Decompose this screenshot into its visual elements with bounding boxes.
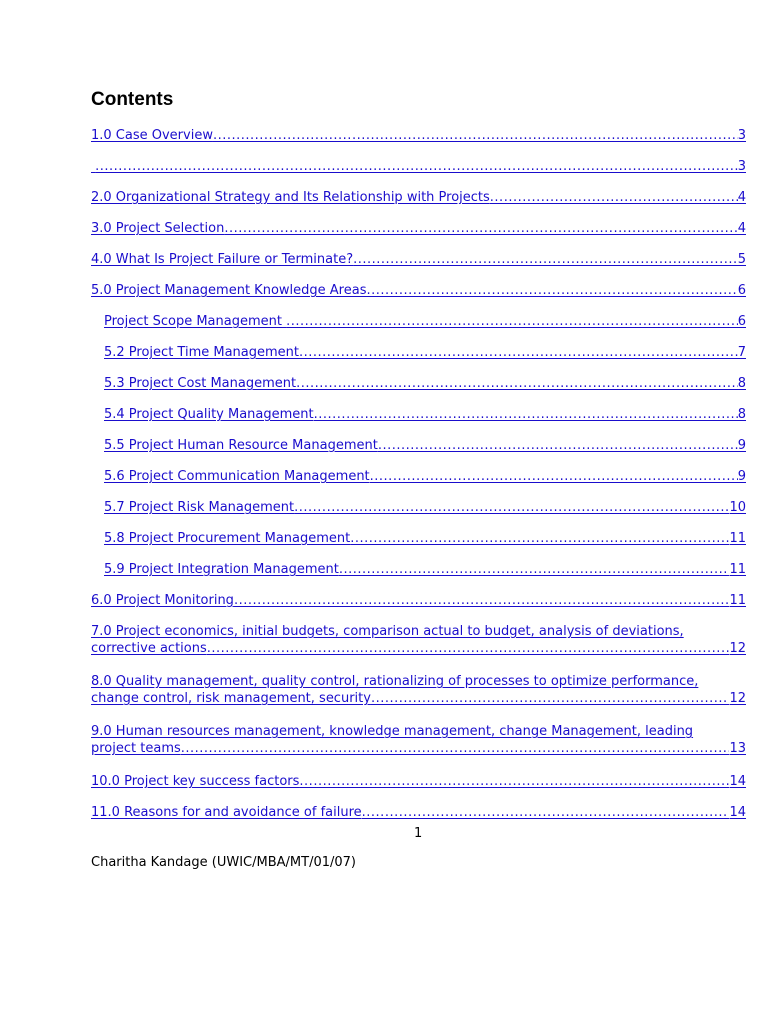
table-of-contents <box>91 127 746 835</box>
toc-entry[interactable] <box>91 158 746 189</box>
toc-dot-leader <box>299 344 738 361</box>
toc-entry[interactable] <box>91 592 746 623</box>
toc-dot-leader <box>299 773 729 790</box>
contents-heading: Contents <box>91 89 174 110</box>
toc-dot-leader <box>350 530 729 547</box>
toc-entry-title: change control, risk management, security <box>91 691 371 706</box>
toc-dot-leader <box>294 499 729 516</box>
toc-entry-page: 4 <box>737 221 746 236</box>
toc-dot-leader <box>286 313 738 330</box>
toc-entry[interactable] <box>91 189 746 220</box>
toc-dot-leader <box>490 189 738 206</box>
toc-entry-title: 5.9 Project Integration Management <box>104 562 339 577</box>
toc-dot-leader <box>296 375 738 392</box>
toc-entry[interactable] <box>91 773 746 804</box>
toc-entry-page: 12 <box>729 641 746 656</box>
toc-entry[interactable] <box>91 673 746 723</box>
toc-dot-leader <box>353 251 738 268</box>
toc-entry-page: 11 <box>729 593 746 608</box>
toc-entry-title: 3.0 Project Selection <box>91 221 225 236</box>
toc-entry-title: 10.0 Project key success factors <box>91 774 300 789</box>
toc-entry-title: 5.6 Project Communication Management <box>104 469 370 484</box>
toc-entry-page: 6 <box>737 314 746 329</box>
toc-entry-title: Project Scope Management <box>104 314 287 329</box>
toc-entry-page: 14 <box>729 774 746 789</box>
toc-entry[interactable] <box>91 723 746 773</box>
toc-dot-leader <box>370 468 738 485</box>
toc-entry-title-line1: 7.0 Project economics, initial budgets, comparison actual to budget, analysis of deviations, <box>91 624 684 639</box>
toc-entry-title: 11.0 Reasons for and avoidance of failure <box>91 805 362 820</box>
toc-entry-title: 5.4 Project Quality Management <box>104 407 314 422</box>
toc-dot-leader <box>207 640 730 657</box>
toc-entry-page: 5 <box>737 252 746 267</box>
toc-dot-leader <box>213 127 738 144</box>
toc-entry[interactable] <box>104 561 746 592</box>
toc-dot-leader <box>314 406 738 423</box>
toc-entry-page: 11 <box>729 562 746 577</box>
toc-entry-title: 1.0 Case Overview <box>91 128 213 143</box>
toc-entry-title-line1: 8.0 Quality management, quality control, rationalizing of processes to optimize performance, <box>91 674 699 689</box>
toc-entry-title: project teams <box>91 741 181 756</box>
toc-entry[interactable] <box>104 406 746 437</box>
toc-entry-title: 5.3 Project Cost Management <box>104 376 297 391</box>
toc-entry[interactable] <box>104 468 746 499</box>
toc-entry-page: 10 <box>729 500 746 515</box>
toc-entry-title-line1: 9.0 Human resources management, knowledge management, change Management, leading <box>91 724 694 739</box>
toc-dot-leader <box>224 220 737 237</box>
toc-entry-title: 5.5 Project Human Resource Management <box>104 438 378 453</box>
toc-entry-page: 14 <box>729 805 746 820</box>
toc-entry[interactable] <box>104 530 746 561</box>
toc-entry[interactable] <box>91 251 746 282</box>
toc-entry[interactable] <box>104 375 746 406</box>
toc-entry-page: 9 <box>737 469 746 484</box>
toc-entry[interactable] <box>104 499 746 530</box>
toc-entry[interactable] <box>104 313 746 344</box>
toc-entry-title: 5.0 Project Management Knowledge Areas <box>91 283 367 298</box>
toc-dot-leader <box>371 690 730 707</box>
toc-entry-page: 11 <box>729 531 746 546</box>
toc-entry-page: 9 <box>737 438 746 453</box>
toc-entry-page: 6 <box>737 283 746 298</box>
toc-entry[interactable] <box>91 623 746 673</box>
page-number: 1 <box>414 826 423 841</box>
toc-dot-leader <box>339 561 730 578</box>
toc-dot-leader <box>181 740 730 757</box>
toc-dot-leader <box>234 592 730 609</box>
toc-entry[interactable] <box>104 437 746 468</box>
toc-entry-page: 8 <box>737 407 746 422</box>
toc-dot-leader <box>362 804 730 821</box>
toc-entry[interactable] <box>91 282 746 313</box>
toc-entry-page: 12 <box>729 691 746 706</box>
toc-entry-title: corrective actions <box>91 641 207 656</box>
toc-dot-leader <box>95 158 738 175</box>
toc-entry-title: 5.7 Project Risk Management <box>104 500 295 515</box>
toc-dot-leader <box>378 437 738 454</box>
toc-entry-title: 6.0 Project Monitoring <box>91 593 234 608</box>
toc-entry-title: 5.8 Project Procurement Management <box>104 531 351 546</box>
toc-entry-page: 8 <box>737 376 746 391</box>
toc-entry-page: 3 <box>737 159 746 174</box>
toc-entry-page: 13 <box>729 741 746 756</box>
toc-entry-title: 5.2 Project Time Management <box>104 345 299 360</box>
toc-entry-title: 4.0 What Is Project Failure or Terminate? <box>91 252 354 267</box>
toc-entry[interactable] <box>91 127 746 158</box>
toc-entry[interactable] <box>104 344 746 375</box>
toc-dot-leader <box>366 282 737 299</box>
toc-entry-page: 3 <box>737 128 746 143</box>
toc-entry[interactable] <box>91 220 746 251</box>
footer-author: Charitha Kandage (UWIC/MBA/MT/01/07) <box>91 855 356 870</box>
toc-entry-page: 7 <box>737 345 746 360</box>
toc-entry-page: 4 <box>737 190 746 205</box>
toc-entry-title: 2.0 Organizational Strategy and Its Relationship with Projects <box>91 190 490 205</box>
